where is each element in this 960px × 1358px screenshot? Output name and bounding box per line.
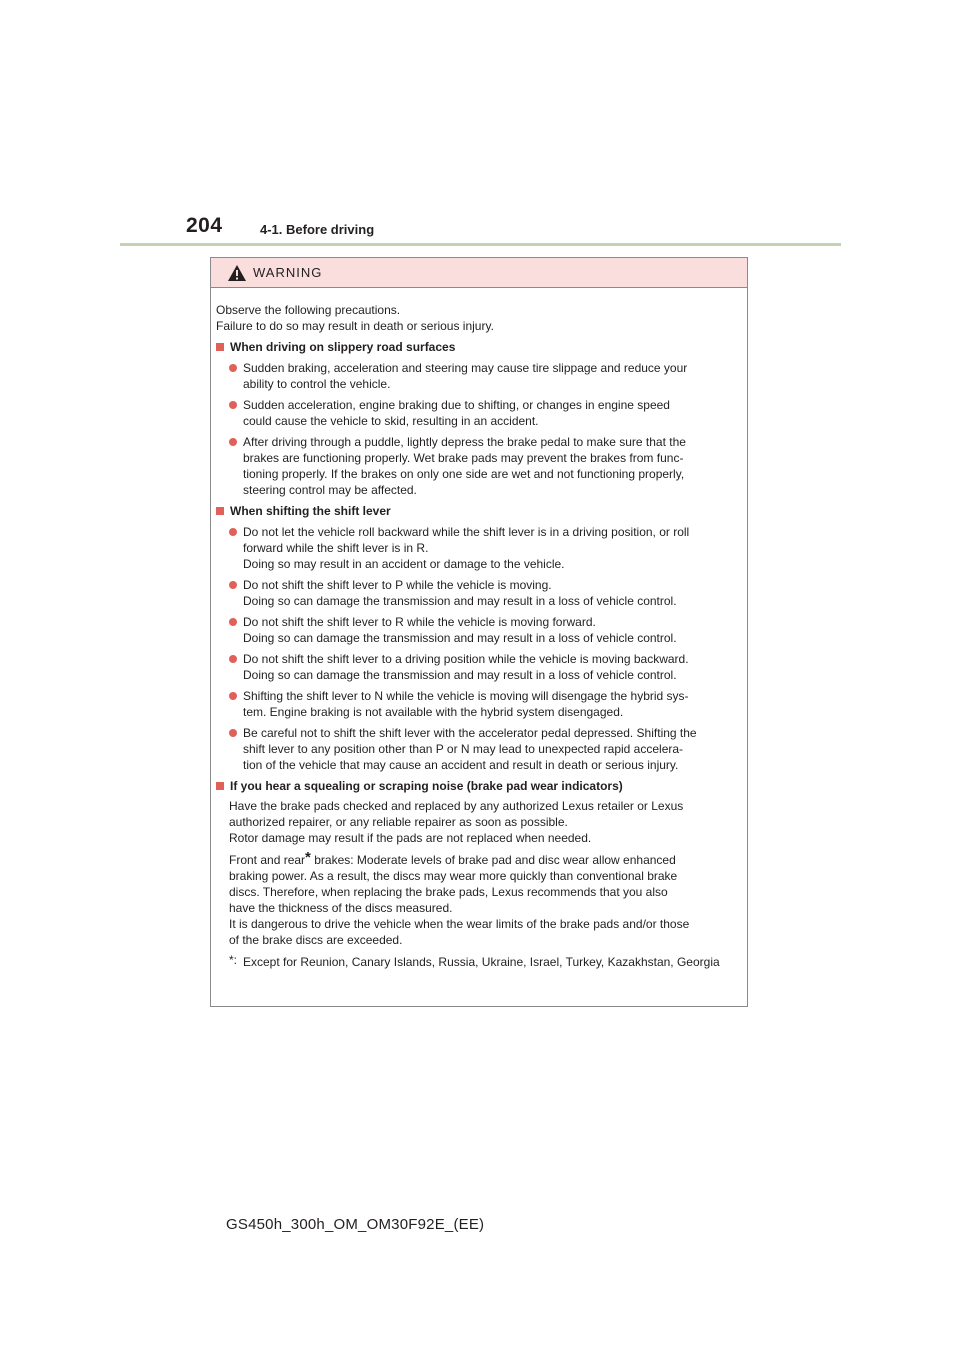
paragraph-line: have the thickness of the discs measured. [229, 901, 453, 915]
paragraph-line: braking power. As a result, the discs may wear more quickly than conventional brake [229, 869, 678, 883]
bullet-icon [229, 618, 237, 626]
square-bullet-icon [216, 507, 224, 515]
item-line: Do not shift the shift lever to a driving position while the vehicle is moving backward. [243, 652, 689, 666]
list-item [229, 524, 742, 572]
paragraph-lead: Front and rear [229, 853, 306, 867]
item-line: tion of the vehicle that may cause an accident and result in death or serious injury. [243, 758, 679, 772]
item-line: Doing so can damage the transmission and may result in a loss of vehicle control. [243, 668, 677, 682]
page-header [0, 0, 960, 250]
item-line: Doing so can damage the transmission and may result in a loss of vehicle control. [243, 631, 677, 645]
paragraph [229, 850, 742, 948]
item-line: tioning properly. If the brakes on only one side are wet and not functioning properly, [243, 467, 685, 481]
list-item [229, 651, 742, 683]
square-bullet-icon [216, 782, 224, 790]
header-divider [120, 243, 841, 246]
paragraph-line: It is dangerous to drive the vehicle when the wear limits of the brake pads and/or those [229, 917, 690, 931]
item-line: tem. Engine braking is not available with the hybrid system disengaged. [243, 705, 624, 719]
item-line: After driving through a puddle, lightly depress the brake pedal to make sure that the [243, 435, 686, 449]
paragraph-line: discs. Therefore, when replacing the brake pads, Lexus recommends that you also [229, 885, 668, 899]
bullet-icon [229, 692, 237, 700]
page-number: 204 [186, 214, 223, 237]
item-line: Sudden acceleration, engine braking due to shifting, or changes in engine speed [243, 398, 670, 412]
footnote [229, 952, 742, 972]
item-line: could cause the vehicle to skid, resulting in an accident. [243, 414, 539, 428]
list-item [229, 614, 742, 646]
warning-box [210, 257, 748, 1007]
item-line: Do not let the vehicle roll backward while the shift lever is in a driving position, or roll [243, 525, 690, 539]
paragraph-line: Rotor damage may result if the pads are not replaced when needed. [229, 831, 592, 845]
document-code: GS450h_300h_OM_OM30F92E_(EE) [226, 1216, 485, 1233]
footnote-text: Except for Reunion, Canary Islands, Russia, Ukraine, Israel, Turkey, Kazakhstan, Georgia [243, 955, 720, 969]
paragraph-line [229, 850, 742, 868]
bullet-icon [229, 581, 237, 589]
topic-heading-text: When shifting the shift lever [230, 504, 391, 518]
item-line: brakes are functioning properly. Wet brake pads may prevent the brakes from func- [243, 451, 684, 465]
topic-heading-brake-noise [216, 778, 742, 794]
item-line: Shifting the shift lever to N while the vehicle is moving will disengage the hybrid sys- [243, 689, 689, 703]
list-item [229, 577, 742, 609]
list-item [229, 360, 742, 392]
topic-heading-text: When driving on slippery road surfaces [230, 340, 456, 354]
list-item [229, 397, 742, 429]
square-bullet-icon [216, 343, 224, 351]
bullet-icon [229, 729, 237, 737]
asterisk-mark: * [305, 849, 311, 866]
warning-label: WARNING [253, 265, 323, 280]
item-line: ability to control the vehicle. [243, 377, 391, 391]
item-line: Sudden braking, acceleration and steering may cause tire slippage and reduce your [243, 361, 688, 375]
warning-content [211, 288, 747, 972]
list-item [229, 434, 742, 498]
paragraph-line: authorized repairer, or any reliable repairer as soon as possible. [229, 815, 568, 829]
paragraph-line: of the brake discs are exceeded. [229, 933, 403, 947]
item-line: shift lever to any position other than P or N may lead to unexpected rapid accelera- [243, 742, 684, 756]
list-item [229, 688, 742, 720]
warning-triangle-icon [227, 264, 247, 282]
topic-heading-slippery [216, 339, 742, 355]
footnote-mark: *: [229, 953, 238, 967]
list-item [229, 725, 742, 773]
paragraph-line: Have the brake pads checked and replaced by any authorized Lexus retailer or Lexus [229, 799, 684, 813]
item-line: steering control may be affected. [243, 483, 417, 497]
item-line: Doing so may result in an accident or damage to the vehicle. [243, 557, 565, 571]
warning-header [211, 258, 747, 288]
intro-line: Failure to do so may result in death or serious injury. [216, 319, 494, 333]
item-line: Do not shift the shift lever to R while the vehicle is moving forward. [243, 615, 596, 629]
section-title: 4-1. Before driving [260, 222, 375, 237]
paragraph [229, 798, 742, 846]
bullet-icon [229, 364, 237, 372]
item-line: Doing so can damage the transmission and may result in a loss of vehicle control. [243, 594, 677, 608]
item-line: Be careful not to shift the shift lever with the accelerator pedal depressed. Shifting the [243, 726, 697, 740]
bullet-icon [229, 438, 237, 446]
topic-heading-text: If you hear a squealing or scraping noise (brake pad wear indicators) [230, 779, 623, 793]
bullet-icon [229, 401, 237, 409]
bullet-icon [229, 655, 237, 663]
topic-heading-shifting [216, 503, 742, 519]
item-line: forward while the shift lever is in R. [243, 541, 429, 555]
bullet-icon [229, 528, 237, 536]
paragraph-rest: brakes: Moderate levels of brake pad and disc wear allow enhanced [310, 853, 676, 867]
item-line: Do not shift the shift lever to P while the vehicle is moving. [243, 578, 552, 592]
intro-line: Observe the following precautions. [216, 303, 401, 317]
